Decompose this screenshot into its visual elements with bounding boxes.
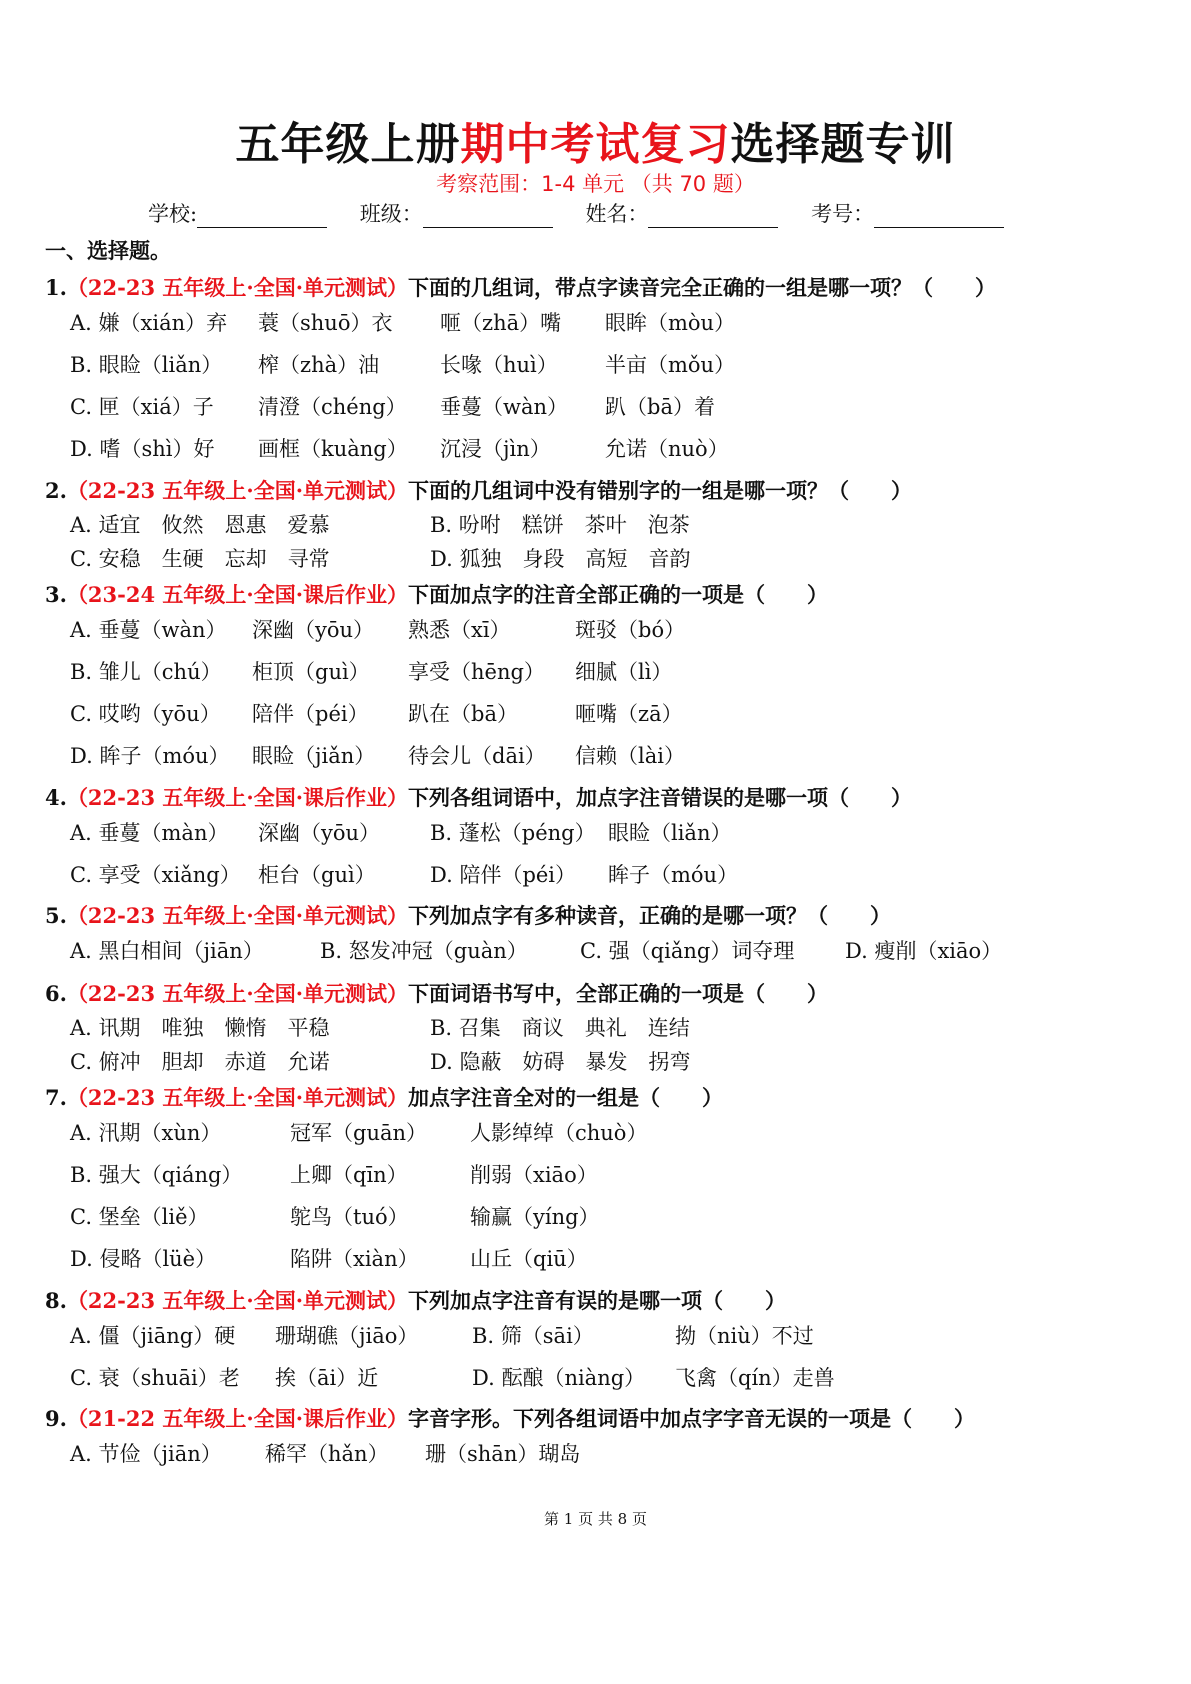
option-item: 拗（niù）不过 (675, 1324, 814, 1348)
school-field[interactable] (148, 198, 327, 228)
option-item: 眼睑（jiǎn） (252, 744, 376, 768)
option-item: B. 强大（qiáng） (70, 1163, 243, 1187)
question-stem: 下列加点字注音有误的是哪一项（ ） (408, 1288, 787, 1313)
option-item: 珊瑚礁（jiāo） (275, 1324, 419, 1348)
field-label: 考号： (811, 202, 875, 226)
question-stem (45, 1403, 975, 1433)
option-item: 待会儿（dāi） (408, 744, 546, 768)
title-part: 选择题专训 (730, 119, 956, 170)
option-item: 山丘（qiū） (470, 1247, 588, 1271)
option-item: D. 侵略（lüè） (70, 1247, 217, 1271)
question-stem: 下面的几组词中没有错别字的一组是哪一项？（ ） (408, 478, 913, 503)
option-item: B. 怒发冲冠（guàn） (320, 939, 528, 963)
exam-scope: 考察范围：1-4 单元 （共 70 题） (436, 172, 755, 196)
question-source: （22-23 五年级上·全国·单元测试） (66, 1085, 409, 1110)
option-item: 榨（zhà）油 (258, 353, 380, 377)
option-item: 长喙（huì） (440, 353, 558, 377)
question-stem: 下列加点字有多种读音，正确的是哪一项？（ ） (408, 903, 892, 928)
option-item: B. 蓬松（péng） (430, 821, 596, 845)
option-item: 陷阱（xiàn） (290, 1247, 419, 1271)
question-stem (45, 1285, 786, 1315)
question-stem: 下面加点字的注音全部正确的一项是（ ） (408, 582, 829, 607)
question-num: 1. (45, 275, 67, 300)
question-stem: 加点字注音全对的一组是（ ） (408, 1085, 724, 1110)
question-source: （23-24 五年级上·全国·课后作业） (66, 582, 409, 607)
question-source: （22-23 五年级上·全国·单元测试） (66, 981, 409, 1006)
question-source: （22-23 五年级上·全国·课后作业） (66, 785, 409, 810)
option-item: A. 僵（jiāng）硬 (70, 1324, 236, 1348)
question-num: 3. (45, 582, 67, 607)
question-stem (45, 900, 891, 930)
option-item: 趴（bā）着 (605, 395, 715, 419)
option-item: D. 狐独 身段 高短 音韵 (430, 547, 691, 571)
option-item: 人影绰绰（chuò） (470, 1121, 648, 1145)
option-item: D. 陪伴（péi） (430, 863, 577, 887)
field-blank[interactable] (648, 205, 778, 228)
field-label: 姓名： (585, 202, 649, 226)
option-item: 深幽（yōu） (258, 821, 381, 845)
question-stem: 下列各组词语中，加点字注音错误的是哪一项（ ） (408, 785, 913, 810)
question-stem (45, 475, 912, 505)
option-item: 趴在（bā） (408, 702, 518, 726)
title-part: 五年级上册 (235, 119, 461, 170)
option-item: 柜顶（guì） (252, 660, 370, 684)
option-item: 稀罕（hǎn） (265, 1442, 389, 1466)
option-item: 允诺（nuò） (605, 437, 729, 461)
option-item: C. 俯冲 胆却 赤道 允诺 (70, 1050, 330, 1074)
question-source: （21-22 五年级上·全国·课后作业） (66, 1406, 409, 1431)
question-num: 9. (45, 1406, 67, 1431)
option-item: 挨（āi）近 (275, 1366, 379, 1390)
name-field[interactable] (585, 198, 778, 228)
option-item: B. 雏儿（chú） (70, 660, 222, 684)
option-item: 沉浸（jìn） (440, 437, 551, 461)
option-item: C. 哎哟（yōu） (70, 702, 221, 726)
option-item: A. 讯期 唯独 懒惰 平稳 (70, 1016, 330, 1040)
question-num: 5. (45, 903, 67, 928)
option-item: D. 瘦削（xiāo） (845, 939, 1003, 963)
option-item: 眼睑（liǎn） (608, 821, 732, 845)
question-num: 4. (45, 785, 67, 810)
option-item: 陪伴（péi） (252, 702, 369, 726)
option-item: C. 安稳 生硬 忘却 寻常 (70, 547, 330, 571)
field-label: 班级： (359, 202, 423, 226)
option-item: A. 嫌（xián）弃 (70, 311, 228, 335)
option-item: 清澄（chéng） (258, 395, 407, 419)
option-item: B. 吩咐 糕饼 茶叶 泡茶 (430, 513, 690, 537)
question-source: （22-23 五年级上·全国·单元测试） (66, 275, 409, 300)
option-item: B. 召集 商议 典礼 连结 (430, 1016, 690, 1040)
question-num: 6. (45, 981, 67, 1006)
question-stem: 下面词语书写中，全部正确的一项是（ ） (408, 981, 829, 1006)
option-item: 鸵鸟（tuó） (290, 1205, 409, 1229)
field-blank[interactable] (423, 205, 553, 228)
question-source: （22-23 五年级上·全国·单元测试） (66, 1288, 409, 1313)
question-stem (45, 1082, 723, 1112)
option-item: D. 眸子（móu） (70, 744, 230, 768)
student-info-fields (148, 198, 1030, 228)
question-num: 8. (45, 1288, 67, 1313)
field-label: 学校: (148, 202, 198, 226)
option-item: 飞禽（qín）走兽 (675, 1366, 835, 1390)
option-item: 半亩（mǒu） (605, 353, 736, 377)
option-item: B. 眼睑（liǎn） (70, 353, 223, 377)
option-item: C. 匣（xiá）子 (70, 395, 214, 419)
option-item: C. 衰（shuāi）老 (70, 1366, 240, 1390)
option-item: 咂（zhā）嘴 (440, 311, 562, 335)
option-item: D. 嗜（shì）好 (70, 437, 215, 461)
question-stem: 下面的几组词，带点字读音完全正确的一组是哪一项？（ ） (408, 275, 997, 300)
option-item: 垂蔓（wàn） (440, 395, 569, 419)
option-item: A. 节俭（jiān） (70, 1442, 222, 1466)
option-item: A. 垂蔓（wàn） (70, 618, 227, 642)
option-item: 画框（kuàng） (258, 437, 408, 461)
question-source: （22-23 五年级上·全国·单元测试） (66, 478, 409, 503)
option-item: D. 酝酿（niàng） (472, 1366, 646, 1390)
option-item: 输赢（yíng） (470, 1205, 600, 1229)
section-heading: 一、选择题。 (45, 238, 171, 263)
question-num: 2. (45, 478, 67, 503)
option-item: A. 适宜 攸然 恩惠 爱慕 (70, 513, 330, 537)
title-highlight: 期中考试复习 (460, 119, 731, 170)
question-stem (45, 978, 828, 1008)
option-item: C. 堡垒（liě） (70, 1205, 209, 1229)
question-stem (45, 272, 996, 302)
option-item: 眼眸（mòu） (605, 311, 736, 335)
option-item: C. 强（qiǎng）词夺理 (580, 939, 795, 963)
option-item: 上卿（qīn） (290, 1163, 408, 1187)
option-item: 熟悉（xī） (408, 618, 511, 642)
option-item: C. 享受（xiǎng） (70, 863, 241, 887)
option-item: 冠军（guān） (290, 1121, 428, 1145)
option-item: 细腻（lì） (575, 660, 673, 684)
question-stem (45, 579, 828, 609)
exam-number-field[interactable] (811, 198, 1004, 228)
option-item: 享受（hēng） (408, 660, 545, 684)
option-item: A. 汛期（xùn） (70, 1121, 222, 1145)
question-stem (45, 782, 912, 812)
option-item: 信赖（lài） (575, 744, 685, 768)
field-blank[interactable] (874, 205, 1004, 228)
option-item: 眸子（móu） (608, 863, 739, 887)
option-item: A. 黑白相间（jiān） (70, 939, 264, 963)
page-footer: 第 1 页 共 8 页 (544, 1510, 647, 1528)
question-stem: 字音字形。下列各组词语中加点字字音无误的一项是（ ） (408, 1406, 976, 1431)
option-item: D. 隐蔽 妨碍 暴发 拐弯 (430, 1050, 691, 1074)
page-title (0, 108, 1191, 172)
option-item: A. 垂蔓（màn） (70, 821, 229, 845)
option-item: 削弱（xiāo） (470, 1163, 598, 1187)
option-item: 珊（shān）瑚岛 (425, 1442, 581, 1466)
option-item: 蓑（shuō）衣 (258, 311, 393, 335)
option-item: B. 筛（sāi） (472, 1324, 594, 1348)
class-field[interactable] (360, 198, 553, 228)
option-item: 深幽（yōu） (252, 618, 375, 642)
question-source: （22-23 五年级上·全国·单元测试） (66, 903, 409, 928)
question-num: 7. (45, 1085, 67, 1110)
field-blank[interactable] (197, 205, 327, 228)
option-item: 斑驳（bó） (575, 618, 686, 642)
option-item: 柜台（guì） (258, 863, 376, 887)
option-item: 咂嘴（zā） (575, 702, 683, 726)
